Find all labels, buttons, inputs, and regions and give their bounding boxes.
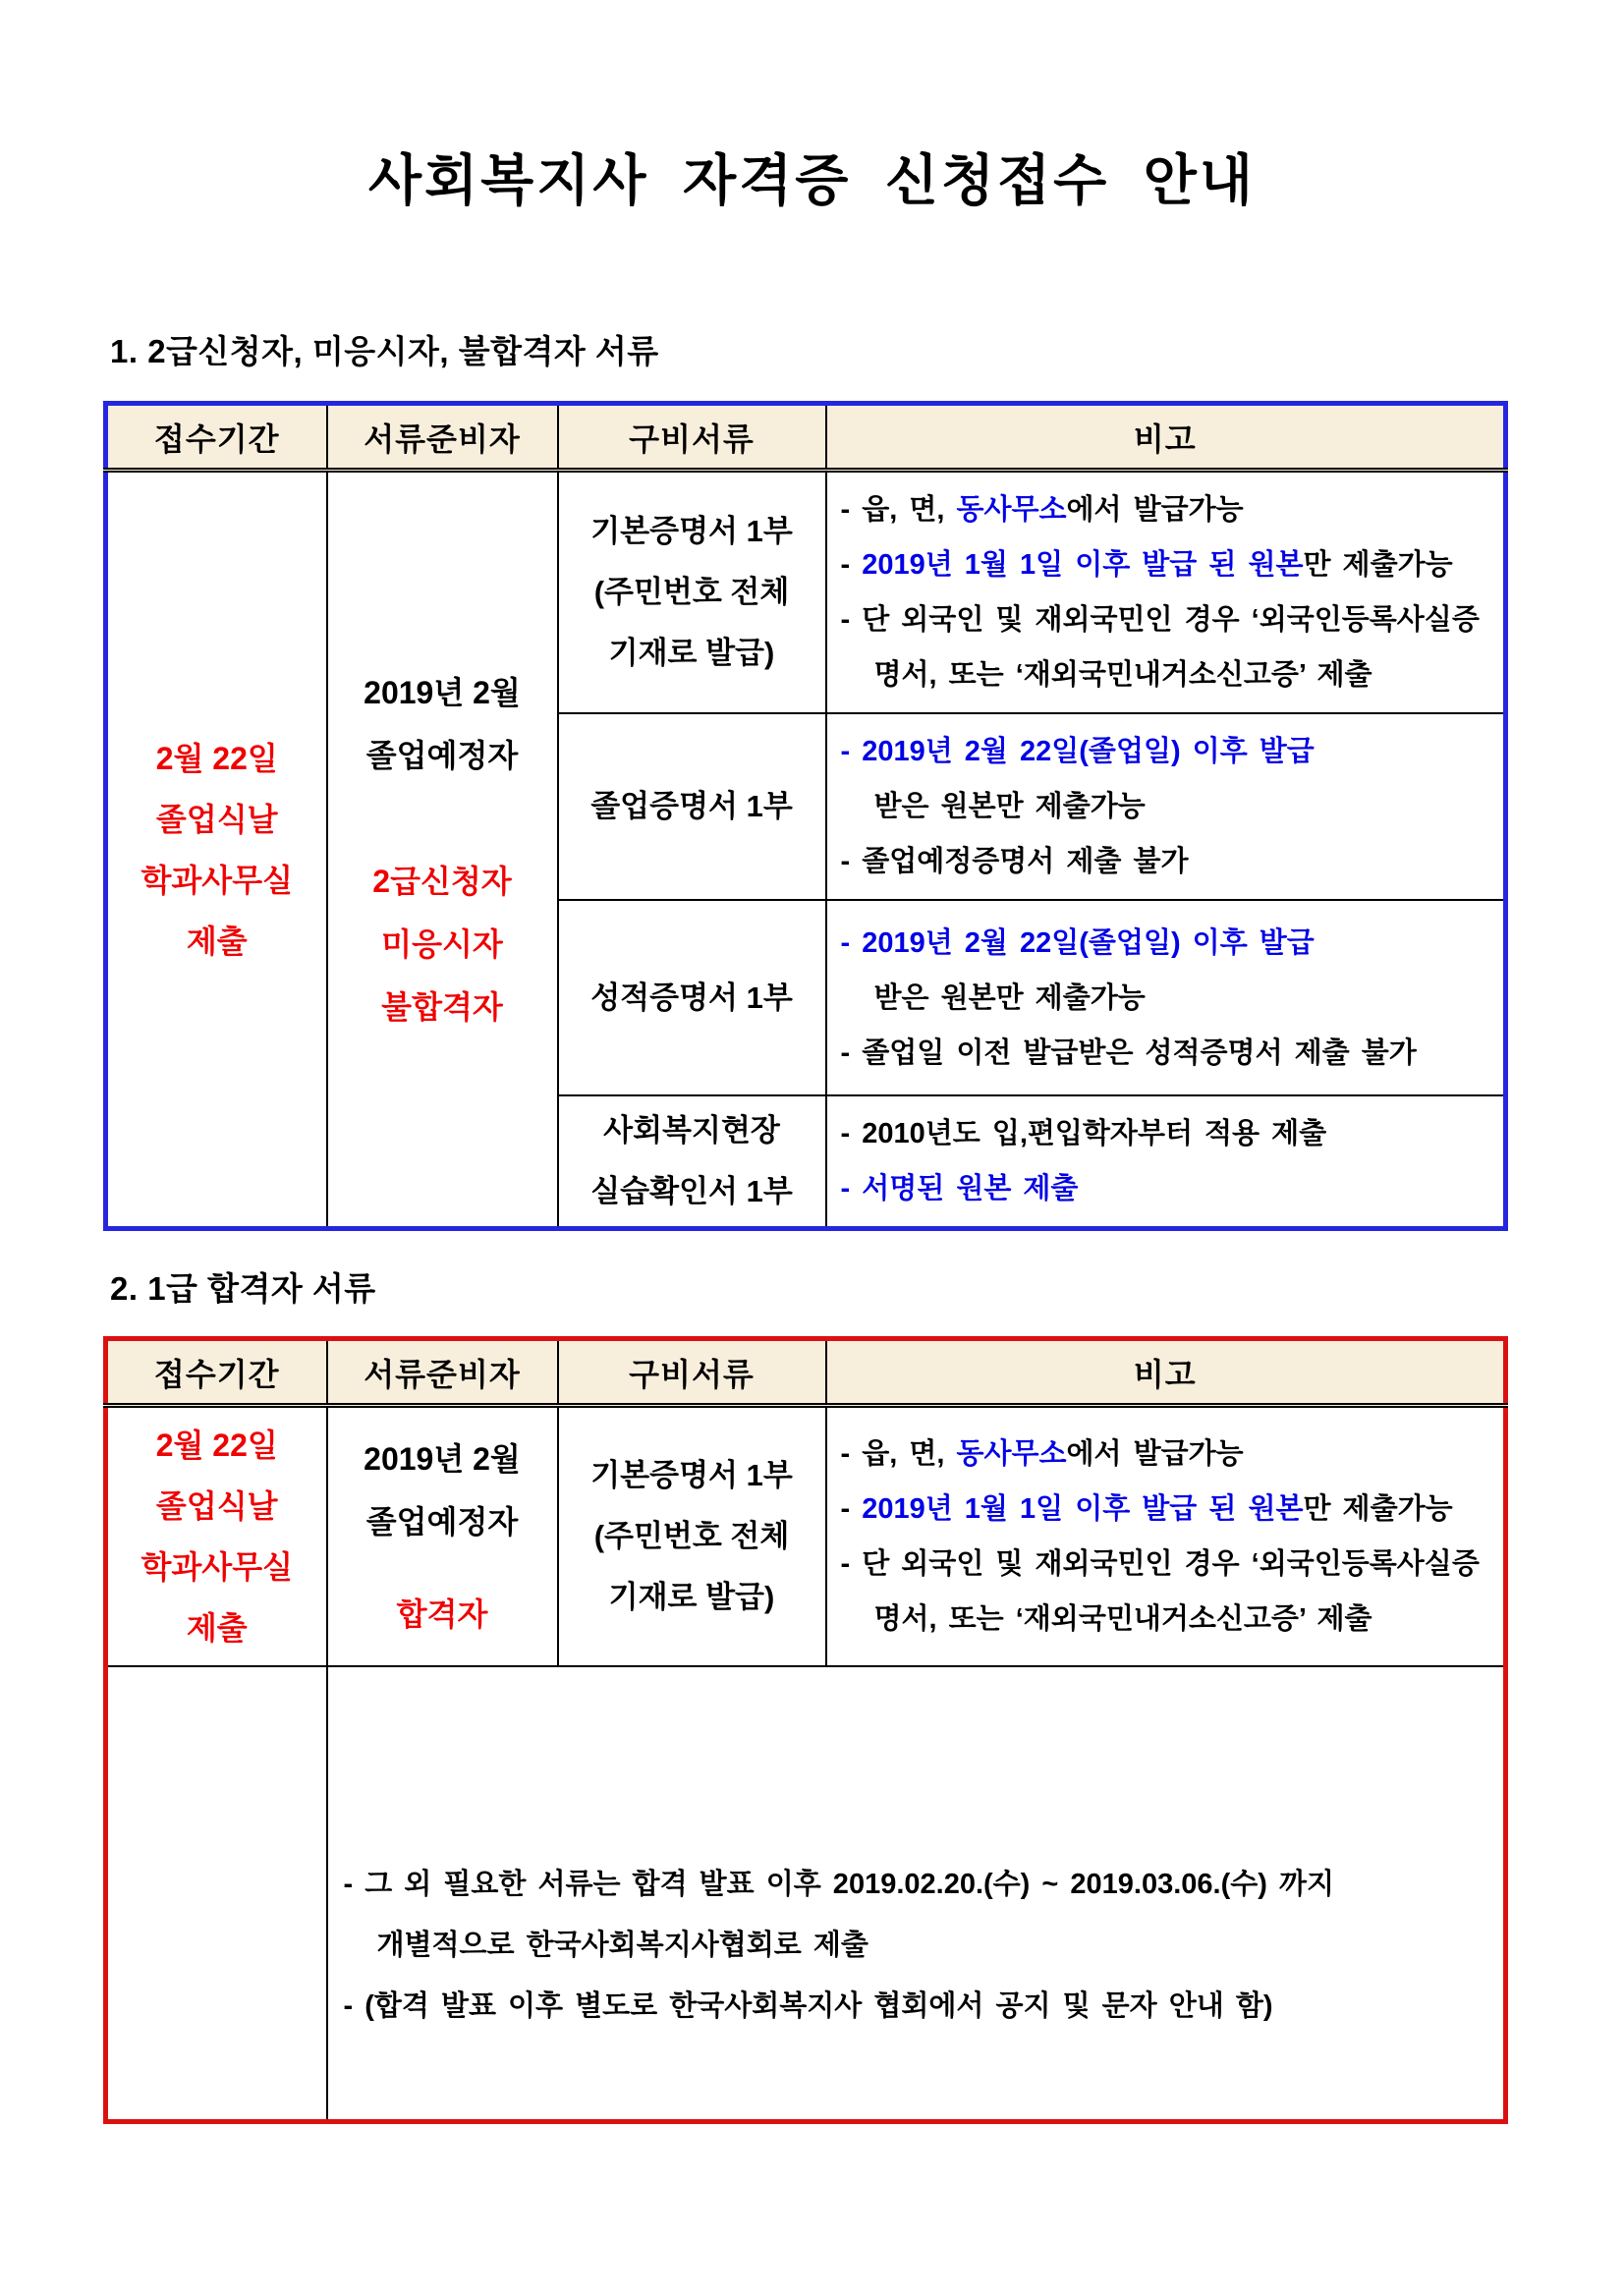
preparer-line: 졸업예정자 xyxy=(365,1503,519,1540)
preparer-line: 합격자 xyxy=(396,1596,488,1632)
period-line: 졸업식날 xyxy=(155,1487,278,1524)
additional-documents-notes-cell xyxy=(327,1666,1506,2122)
table-level1-pass-documents xyxy=(103,1336,1508,2124)
note-line: - 서명된 원본 제출 xyxy=(840,1173,1079,1204)
remarks-cell xyxy=(826,1095,1506,1229)
note-line: - 단 외국인 및 재외국민인 경우 ‘외국인등록사실증 xyxy=(840,604,1480,636)
note-line: - 읍, 면, 동사무소에서 발급가능 xyxy=(840,1437,1244,1470)
note-line: - 2019년 1월 1일 이후 발급 된 원본만 제출가능 xyxy=(840,1492,1453,1525)
period-line: 제출 xyxy=(186,1609,248,1646)
period-line: 2월 22일 xyxy=(155,1427,278,1463)
period-line: 학과사무실 xyxy=(140,862,294,898)
remarks-cell xyxy=(826,471,1506,714)
column-header-reception-period: 접수기간 xyxy=(106,404,327,471)
remarks-cell xyxy=(826,1406,1506,1666)
empty-cell xyxy=(106,1666,327,2122)
preparer-line: 불합격자 xyxy=(381,988,503,1025)
note-line: 받은 원본만 제출가능 xyxy=(873,791,1146,822)
remarks-cell xyxy=(826,900,1506,1095)
document-line: (주민번호 전체 xyxy=(593,1518,790,1553)
document-line: 기재로 발급) xyxy=(608,636,775,670)
period-line: 학과사무실 xyxy=(140,1548,294,1585)
document-preparer-cell xyxy=(327,471,558,1229)
document-line: 기본증명서 1부 xyxy=(590,1457,793,1492)
table1-row-basic-certificate xyxy=(106,471,1506,714)
required-document-cell xyxy=(558,713,826,900)
document-line: 졸업증명서 1부 xyxy=(590,789,793,823)
note-line: - 단 외국인 및 재외국민인 경우 ‘외국인등록사실증 xyxy=(840,1547,1480,1580)
column-header-required-documents: 구비서류 xyxy=(558,1339,826,1406)
document-line: 성적증명서 1부 xyxy=(590,980,793,1015)
preparer-line: 졸업예정자 xyxy=(365,737,519,773)
column-header-required-documents: 구비서류 xyxy=(558,404,826,471)
document-preparer-cell xyxy=(327,1406,558,1666)
required-document-cell xyxy=(558,1406,826,1666)
table2-row-additional-documents xyxy=(106,1666,1506,2122)
note-line: 명서, 또는 ‘재외국민내거소신고증’ 제출 xyxy=(873,659,1372,691)
note-line: - 2019년 2월 22일(졸업일) 이후 발급 xyxy=(840,736,1315,767)
column-header-reception-period: 접수기간 xyxy=(106,1339,327,1406)
section2-heading: 2. 1급 합격자 서류 xyxy=(110,1270,376,1307)
note-line: - 그 외 필요한 서류는 합격 발표 이후 2019.02.20.(수) ~ 2019.03.06.(수) 까지 xyxy=(343,1868,1335,1900)
document-line: 기본증명서 1부 xyxy=(590,514,793,548)
document-line: (주민번호 전체 xyxy=(593,575,790,609)
note-line: - 읍, 면, 동사무소에서 발급가능 xyxy=(840,494,1244,526)
required-document-cell xyxy=(558,471,826,714)
note-line: - 2019년 1월 1일 이후 발급 된 원본만 제출가능 xyxy=(840,549,1453,581)
note-line: - (합격 발표 이후 별도로 한국사회복지사 협회에서 공지 및 문자 안내 함) xyxy=(343,1989,1273,2022)
preparer-line: 2급신청자 xyxy=(372,863,512,899)
period-line: 2월 22일 xyxy=(155,740,278,776)
note-line: - 2019년 2월 22일(졸업일) 이후 발급 xyxy=(840,926,1315,959)
note-line: 명서, 또는 ‘재외국민내거소신고증’ 제출 xyxy=(873,1602,1372,1635)
column-header-document-preparer: 서류준비자 xyxy=(327,1339,558,1406)
note-line: 받은 원본만 제출가능 xyxy=(873,981,1146,1014)
preparer-line: 미응시자 xyxy=(381,925,503,962)
note-line: 개별적으로 한국사회복지사협회로 제출 xyxy=(376,1929,868,1961)
table1-header-row xyxy=(106,404,1506,471)
spacer xyxy=(328,1553,557,1583)
section1-heading: 1. 2급신청자, 미응시자, 불합격자 서류 xyxy=(110,333,659,369)
table-level2-applicant-documents xyxy=(103,401,1508,1231)
column-header-remarks: 비고 xyxy=(826,1339,1506,1406)
table2-row-basic-certificate xyxy=(106,1406,1506,1666)
column-header-document-preparer: 서류준비자 xyxy=(327,404,558,471)
required-document-cell xyxy=(558,1095,826,1229)
spacer xyxy=(328,787,557,850)
document-line: 기재로 발급) xyxy=(608,1579,775,1614)
note-line: - 졸업일 이전 발급받은 성적증명서 제출 불가 xyxy=(840,1036,1417,1069)
preparer-line: 2019년 2월 xyxy=(364,1440,521,1477)
column-header-remarks: 비고 xyxy=(826,404,1506,471)
required-document-cell xyxy=(558,900,826,1095)
remarks-cell xyxy=(826,713,1506,900)
preparer-line: 2019년 2월 xyxy=(364,674,521,710)
page-title: 사회복지사 자격증 신청접수 안내 xyxy=(367,149,1257,211)
period-line: 제출 xyxy=(186,923,248,959)
period-line: 졸업식날 xyxy=(155,801,278,837)
reception-period-cell xyxy=(106,471,327,1229)
document-line: 사회복지현장 xyxy=(603,1113,780,1148)
document-line: 실습확인서 1부 xyxy=(590,1174,793,1208)
reception-period-cell xyxy=(106,1406,327,1666)
note-line: - 2010년도 입,편입학자부터 적용 제출 xyxy=(840,1118,1327,1149)
note-line: - 졸업예정증명서 제출 불가 xyxy=(840,846,1189,877)
table2-header-row xyxy=(106,1339,1506,1406)
